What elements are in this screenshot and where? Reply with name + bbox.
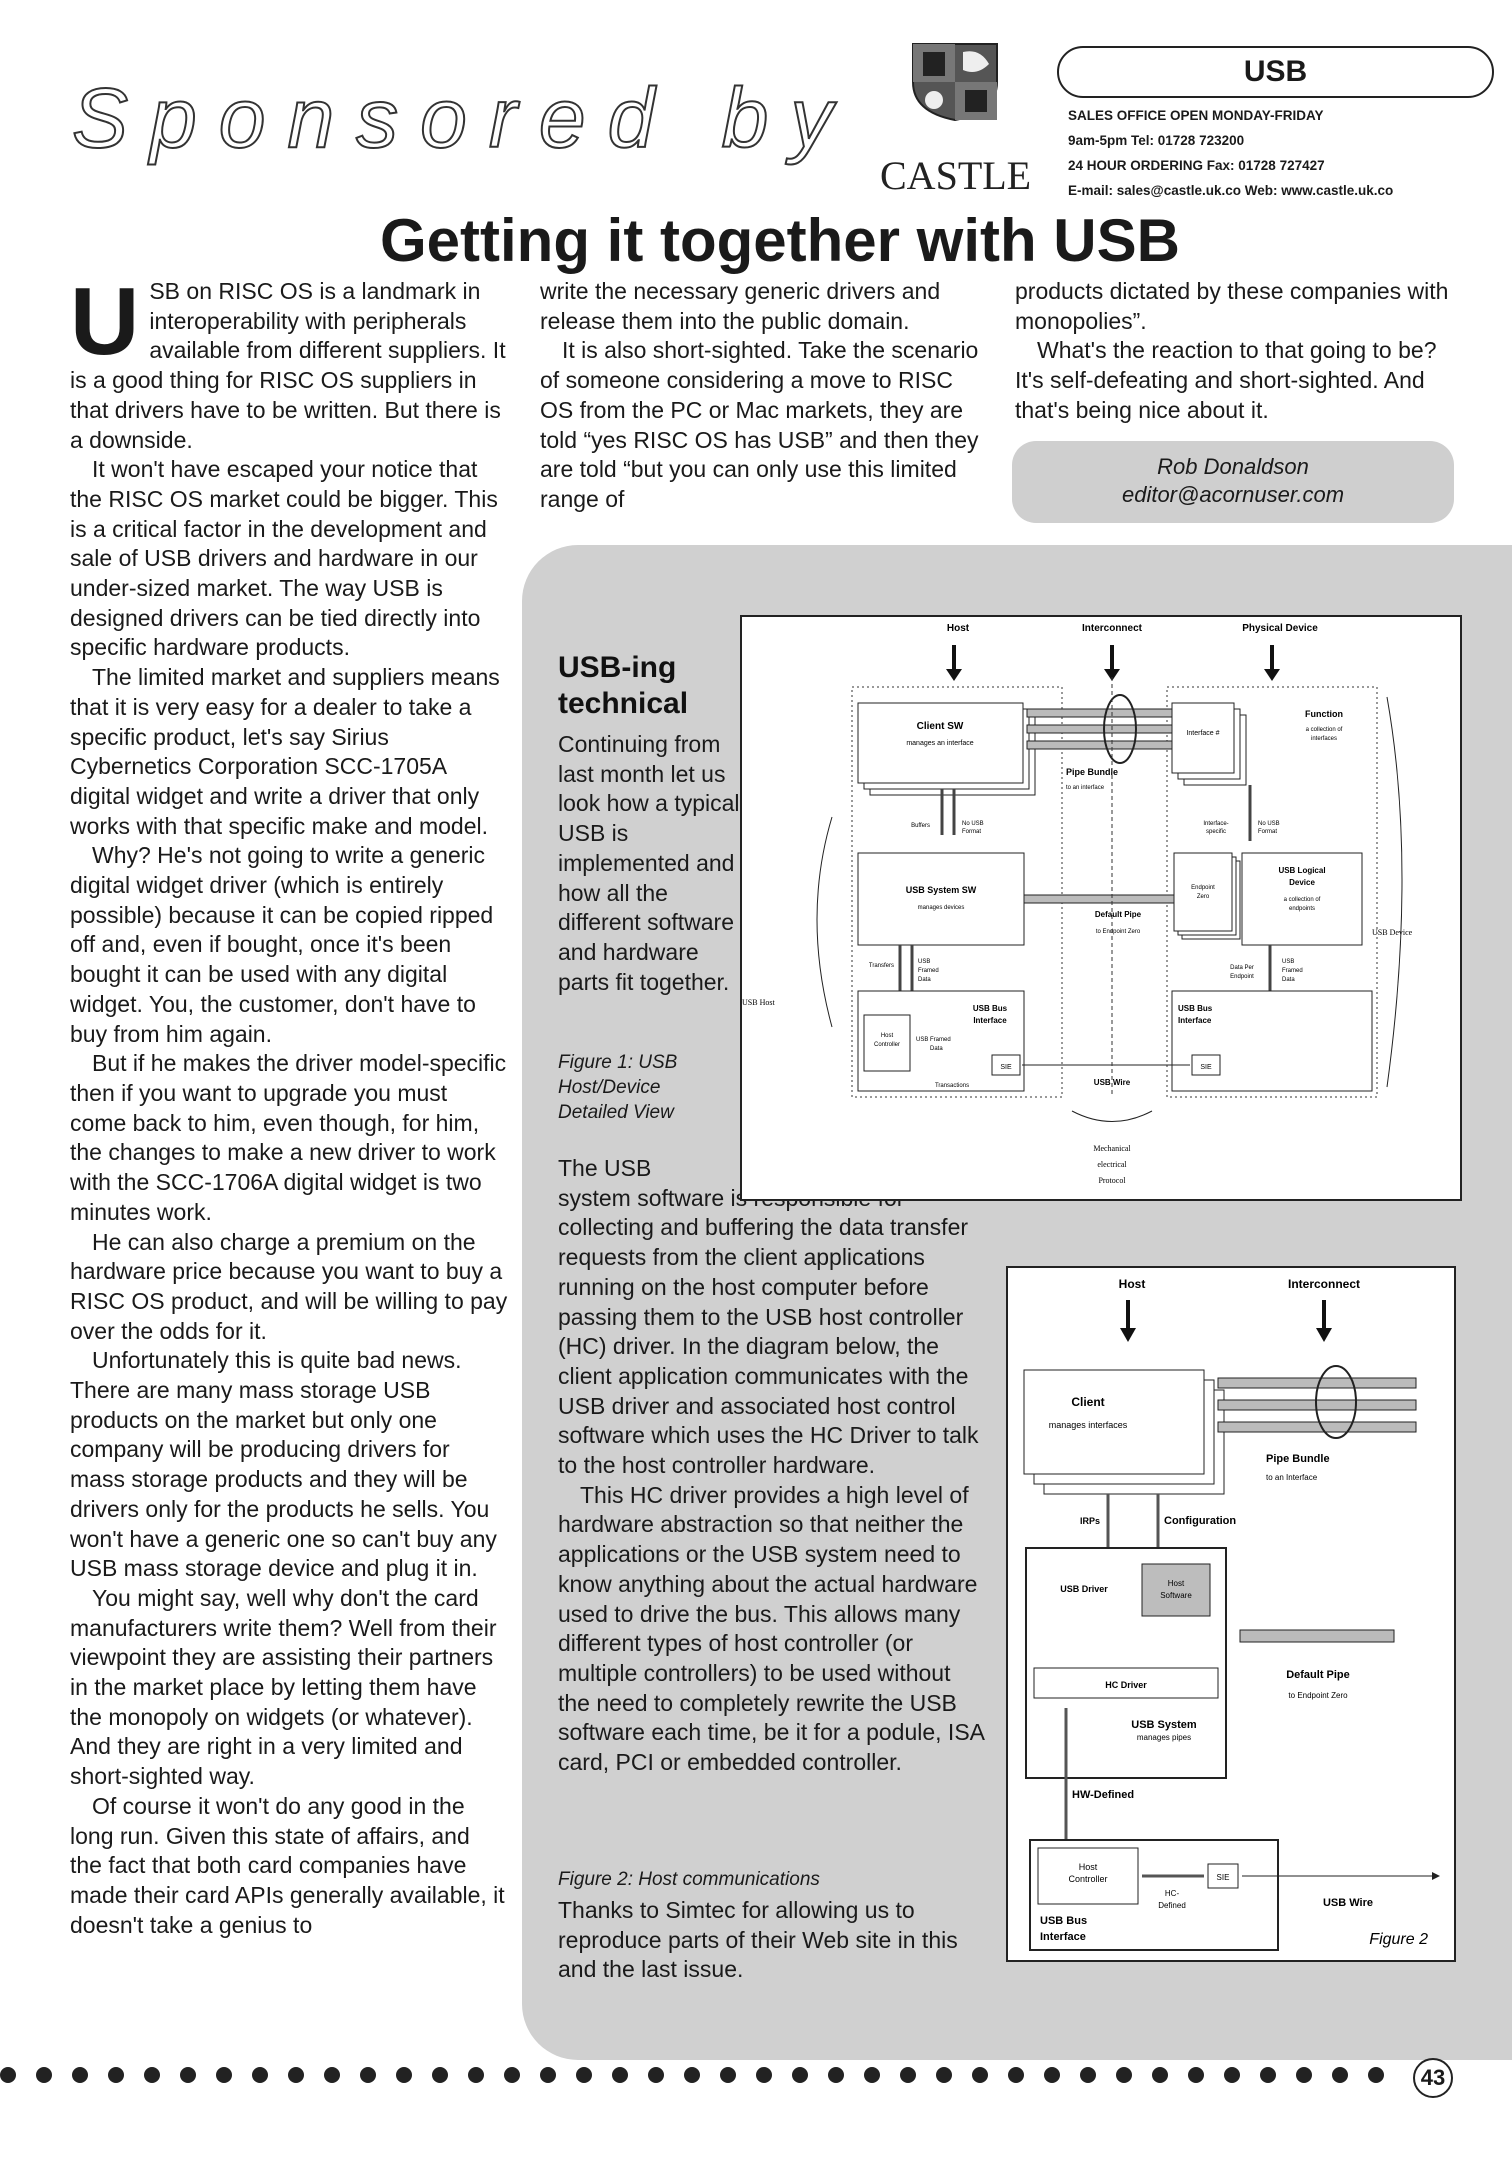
footer-dot [1332, 2067, 1348, 2083]
fig1-host-label: Host [946, 623, 970, 634]
fig1-endpoint-zero: Endpoint [1191, 885, 1215, 891]
fig1-pipe-bundle-sub: to an interface [1066, 785, 1105, 791]
fig1-usb-framed: USB Framed [916, 1037, 951, 1043]
footer-dot [1008, 2067, 1024, 2083]
fig2-interconnect-label: Interconnect [1287, 1277, 1361, 1291]
footer-dot [108, 2067, 124, 2083]
fig2-client-sub: manages interfaces [1048, 1420, 1128, 1430]
fig1-physical-device-label: Physical Device [1242, 623, 1318, 634]
article-paragraph: It is also short-sighted. Take the scenario of someone considering a move to RISC OS from the PC or Mac markets, they are told “yes RISC OS has USB” and then they are told “but you can only use this limited range of [540, 337, 979, 512]
footer-dot [396, 2067, 412, 2083]
fig2-client: Client [1071, 1395, 1105, 1409]
fig1-usb-system-sw-sub: manages devices [917, 905, 965, 911]
fig2-host-software: Software [1160, 1591, 1192, 1600]
footer-dot [324, 2067, 340, 2083]
fig2-default-pipe: Default Pipe [1286, 1669, 1350, 1681]
fig1-down-arrows [954, 645, 1272, 671]
fig1-usb-bus-interface: USB Bus [1178, 1004, 1213, 1013]
figure-2-caption: Figure 2: Host communications [558, 1869, 820, 1890]
author-name: Rob Donaldson [1157, 454, 1309, 479]
fig1-client-sw: Client SW [916, 721, 964, 732]
footer-dot [720, 2067, 736, 2083]
fig1-interface-specific: Interface- [1203, 821, 1229, 827]
fig1-uld-sub: endpoints [1288, 906, 1316, 912]
fig1-usb-framed-data: Data [918, 977, 931, 983]
fig1-mechanical: Mechanical [1093, 1144, 1131, 1153]
fig1-usb-framed-data: Data [1282, 977, 1295, 983]
footer-dot [540, 2067, 556, 2083]
footer-dot [360, 2067, 376, 2083]
fig1-interface-specific: specific [1205, 829, 1227, 835]
acknowledgement: Thanks to Simtec for allowing us to reproduce parts of their Web site in this and the last issue. [558, 1897, 958, 1983]
fig2-hw-defined: HW-Defined [1072, 1789, 1135, 1801]
fig1-usb-device: USB Device [1372, 928, 1413, 937]
fig1-function-sub: a collection of [1305, 727, 1343, 733]
sponsored-by-heading: Sponsored by [72, 71, 855, 165]
footer-dot [36, 2067, 52, 2083]
footer-dot [1224, 2067, 1240, 2083]
footer-dot [180, 2067, 196, 2083]
fig1-default-pipe-sub: to Endpoint Zero [1095, 929, 1141, 935]
sidebar-lead: The USB [558, 1155, 652, 1181]
fig1-function-sub: interfaces [1310, 736, 1338, 742]
fig1-data-per-endpoint: Endpoint [1230, 974, 1254, 980]
castle-brand-name: CASTLE [880, 153, 1032, 198]
sidebar-title [558, 650, 688, 722]
footer-dot [576, 2067, 592, 2083]
fig2-pipe-bundle-sub: to an Interface [1266, 1473, 1318, 1482]
article-column-1 [70, 268, 508, 1940]
sales-contact: E-mail: sales@castle.uk.co Web: www.castle.uk.co [1068, 183, 1394, 198]
fig1-usb-framed: Data [930, 1046, 943, 1052]
fig1-function: Function [1305, 709, 1343, 719]
sidebar-title-line: technical [558, 687, 689, 720]
fig1-buffers: Buffers [911, 823, 930, 829]
fig2-hc-driver: HC Driver [1105, 1680, 1147, 1690]
footer-dot [432, 2067, 448, 2083]
fig1-interconnect-label: Interconnect [1081, 623, 1143, 634]
footer-dot [1368, 2067, 1384, 2083]
article-paragraph: What's the reaction to that going to be? It's self-defeating and short-sighted. And that's being nice about it. [1015, 337, 1437, 423]
article-column-3 [1015, 277, 1455, 426]
article-paragraph: The limited market and suppliers means that it is very easy for a dealer to take a specific product, let's say Sirius Cybernetics Corporation SCC-1705A digital widget and write a driver that only works with that specific make and model. [70, 664, 500, 839]
fig1-host-controller: Host [880, 1033, 894, 1039]
fig1-sie: SIE [1200, 1064, 1212, 1071]
fig1-usb-wire: USB Wire [1093, 1078, 1131, 1087]
fig1-no-usb-format: No USB [962, 821, 984, 827]
fig1-protocol: Protocol [1098, 1176, 1126, 1185]
fig1-usb-bus-interface: Interface [973, 1016, 1007, 1025]
author-signature [1012, 441, 1454, 523]
fig1-usb-bus-interface: USB Bus [972, 1004, 1008, 1013]
paragraph-text: SB on RISC OS is a landmark in interoperability with peripherals available from different suppliers. It is a good thing for RISC OS suppliers in that drivers have to be written. But there is a downside. [70, 278, 506, 453]
sidebar-intro: Continuing from last month let us look how a typical USB is implemented and how all the different software and hardware parts fit together. [558, 731, 740, 995]
fig1-endpoint-zero: Zero [1196, 894, 1210, 900]
footer-dot [648, 2067, 664, 2083]
article-paragraph: products dictated by these companies with monopolies”. [1015, 278, 1449, 334]
fig1-uld-sub: a collection of [1283, 897, 1321, 903]
fig2-host-software: Host [1167, 1579, 1185, 1588]
fig1-interface: Interface # [1186, 730, 1220, 737]
fig1-no-usb-format: No USB [1258, 821, 1280, 827]
footer-dot [1044, 2067, 1060, 2083]
fig2-default-pipe-sub: to Endpoint Zero [1288, 1691, 1348, 1700]
fig1-usb-framed-data: USB [918, 959, 931, 965]
footer-dot [1116, 2067, 1132, 2083]
sidebar-body [558, 1154, 988, 1778]
fig1-usb-framed-data: USB [1282, 959, 1295, 965]
footer-dot [72, 2067, 88, 2083]
fig2-hc-defined: HC- [1164, 1889, 1180, 1898]
fig1-transactions: Transactions [934, 1083, 970, 1089]
figure-1-caption: Figure 1: USB Host/Device Detailed View [558, 1052, 678, 1123]
article-paragraph: Why? He's not going to write a generic digital widget driver (which is entirely possible) because it can be copied ripped off and, even if bought, once it's been bought it can be used with any digital widget. You, the customer, don't have to buy from him again. [70, 842, 494, 1047]
fig1-data-per-endpoint: Data Per [1230, 965, 1254, 971]
paragraph-text: system software is responsible for collecting and buffering the data transfer requests from the client applications running on the host computer before passing them to the USB host controller (HC) driver. In the diagram below, the client application communicates with the USB driver and associated host control software which uses the HC Driver to talk to the host controller hardware. [558, 1184, 979, 1479]
fig2-sie: SIE [1216, 1873, 1230, 1882]
footer-dot [972, 2067, 988, 2083]
footer-dot [216, 2067, 232, 2083]
fig2-usb-system: USB System [1131, 1719, 1197, 1731]
fig1-host-controller: Controller [873, 1042, 901, 1048]
fig1-usb-host: USB Host [742, 998, 775, 1007]
fig2-usb-wire: USB Wire [1322, 1897, 1374, 1909]
fig2-hc-defined: Defined [1158, 1901, 1186, 1910]
fig1-sie: SIE [1000, 1064, 1012, 1071]
article-column-2 [540, 277, 980, 515]
fig2-usb-system-sub: manages pipes [1136, 1733, 1192, 1742]
fig1-client-sw-sub: manages an interface [906, 740, 974, 747]
article-paragraph: But if he makes the driver model-specific then if you want to upgrade you must come back to him, even though, for him, the changes to make a new driver to work with the SCC-1706A digital widget is two minutes work. [70, 1050, 507, 1225]
footer-dot [1152, 2067, 1168, 2083]
footer-dot [756, 2067, 772, 2083]
fig1-usb-bus-interface: Interface [1178, 1016, 1212, 1025]
fig1-no-usb-format: Format [962, 829, 982, 835]
footer-dot [252, 2067, 268, 2083]
article-paragraph: Unfortunately this is quite bad news. There are many mass storage USB products on the market but only one company will be producing drivers for mass storage products and they will be drivers only for the products he sells. You won't have a generic one so can't buy any USB mass storage device and plug it in. [70, 1347, 497, 1582]
article-paragraph: It won't have escaped your notice that the RISC OS market could be bigger. This is a critical factor in the development and sale of USB drivers and hardware in our under-sized market. The way USB is designed drivers can be tied directly into specific hardware products. [70, 456, 498, 661]
article-paragraph [70, 268, 508, 455]
fig2-irps: IRPs [1080, 1516, 1101, 1526]
figure-2-diagram [1006, 1266, 1456, 1962]
fig1-usb-framed-data: Framed [1282, 968, 1303, 974]
section-badge: USB [1057, 46, 1494, 98]
footer-dot [468, 2067, 484, 2083]
article-paragraph: write the necessary generic drivers and release them into the public domain. [540, 278, 941, 334]
article-paragraph: He can also charge a premium on the hardware price because you want to buy a RISC OS product, and will be willing to pay over the odds for it. [70, 1228, 508, 1344]
footer-dot [612, 2067, 628, 2083]
fig1-no-usb-format: Format [1258, 829, 1278, 835]
sidebar-title-line: USB-ing [558, 651, 677, 684]
footer-dot [936, 2067, 952, 2083]
footer-dot-rule [0, 2063, 1400, 2087]
fig2-usb-driver: USB Driver [1060, 1584, 1108, 1594]
footer-dot [144, 2067, 160, 2083]
footer-dot [0, 2067, 16, 2083]
fig1-usb-framed-data: Framed [918, 968, 939, 974]
fig1-transfers: Transfers [868, 963, 894, 969]
sidebar-paragraph: This HC driver provides a high level of hardware abstraction so that neither the applications or the USB system need to know anything about the actual hardware used to drive the bus. This allows many different types of host controller (or multiple controllers) to be used without the need to completely rewrite the USB software each time, be it for a podule, ISA card, PCI or embedded controller. [558, 1481, 984, 1776]
fig1-pipe-bundle: Pipe Bundle [1066, 767, 1119, 777]
figure-1-diagram [740, 615, 1462, 1201]
footer-dot [900, 2067, 916, 2083]
author-email[interactable]: editor@acornuser.com [1121, 482, 1345, 507]
page-number: 43 [1413, 2058, 1453, 2098]
footer-dot [828, 2067, 844, 2083]
sales-fax: 24 HOUR ORDERING Fax: 01728 727427 [1068, 158, 1325, 173]
footer-dot [864, 2067, 880, 2083]
fig2-usb-bus-interface: USB Bus [1040, 1915, 1088, 1927]
fig2-host-label: Host [1118, 1277, 1146, 1291]
footer-dot [1080, 2067, 1096, 2083]
sales-phone: 9am-5pm Tel: 01728 723200 [1068, 133, 1245, 148]
fig2-label: Figure 2 [1369, 1931, 1428, 1948]
figure-1-label: Figure 1 [750, 1158, 824, 1180]
footer-dot [1296, 2067, 1312, 2083]
fig2-configuration: Configuration [1164, 1515, 1237, 1527]
footer-dot [504, 2067, 520, 2083]
sidebar-paragraph [558, 1154, 988, 1481]
footer-dot [684, 2067, 700, 2083]
sales-info [1068, 103, 1393, 203]
article-paragraph: Of course it won't do any good in the long run. Given this state of affairs, and the fact that both card companies have made their card APIs generally available, it doesn't take a genius to [70, 1792, 505, 1938]
drop-cap: U [70, 268, 140, 375]
fig1-usb-logical-device: USB Logical [1278, 866, 1326, 875]
fig2-usb-bus-interface: Interface [1040, 1931, 1086, 1943]
fig1-electrical: electrical [1097, 1160, 1127, 1169]
fig2-host-controller: Controller [1068, 1874, 1108, 1884]
fig2-host-controller: Host [1078, 1862, 1098, 1872]
footer-dot [1188, 2067, 1204, 2083]
fig1-usb-logical-device: Device [1289, 878, 1315, 887]
fig1-usb-system-sw: USB System SW [905, 885, 977, 895]
fig1-default-pipe: Default Pipe [1094, 910, 1142, 919]
fig2-pipe-bundle: Pipe Bundle [1266, 1453, 1330, 1465]
sales-hours: SALES OFFICE OPEN MONDAY-FRIDAY [1068, 108, 1324, 123]
article-paragraph: You might say, well why don't the card manufacturers write them? Well from their viewpoint they are assisting their partners in the market place by letting them have the monopoly on widgets (or whatever). And they are right in a very limited and short-sighted way. [70, 1584, 497, 1790]
footer-dot [792, 2067, 808, 2083]
article-headline: Getting it together with USB [380, 207, 1180, 274]
footer-dot [1260, 2067, 1276, 2083]
castle-shield-logo-icon [905, 42, 1005, 122]
footer-dot [288, 2067, 304, 2083]
